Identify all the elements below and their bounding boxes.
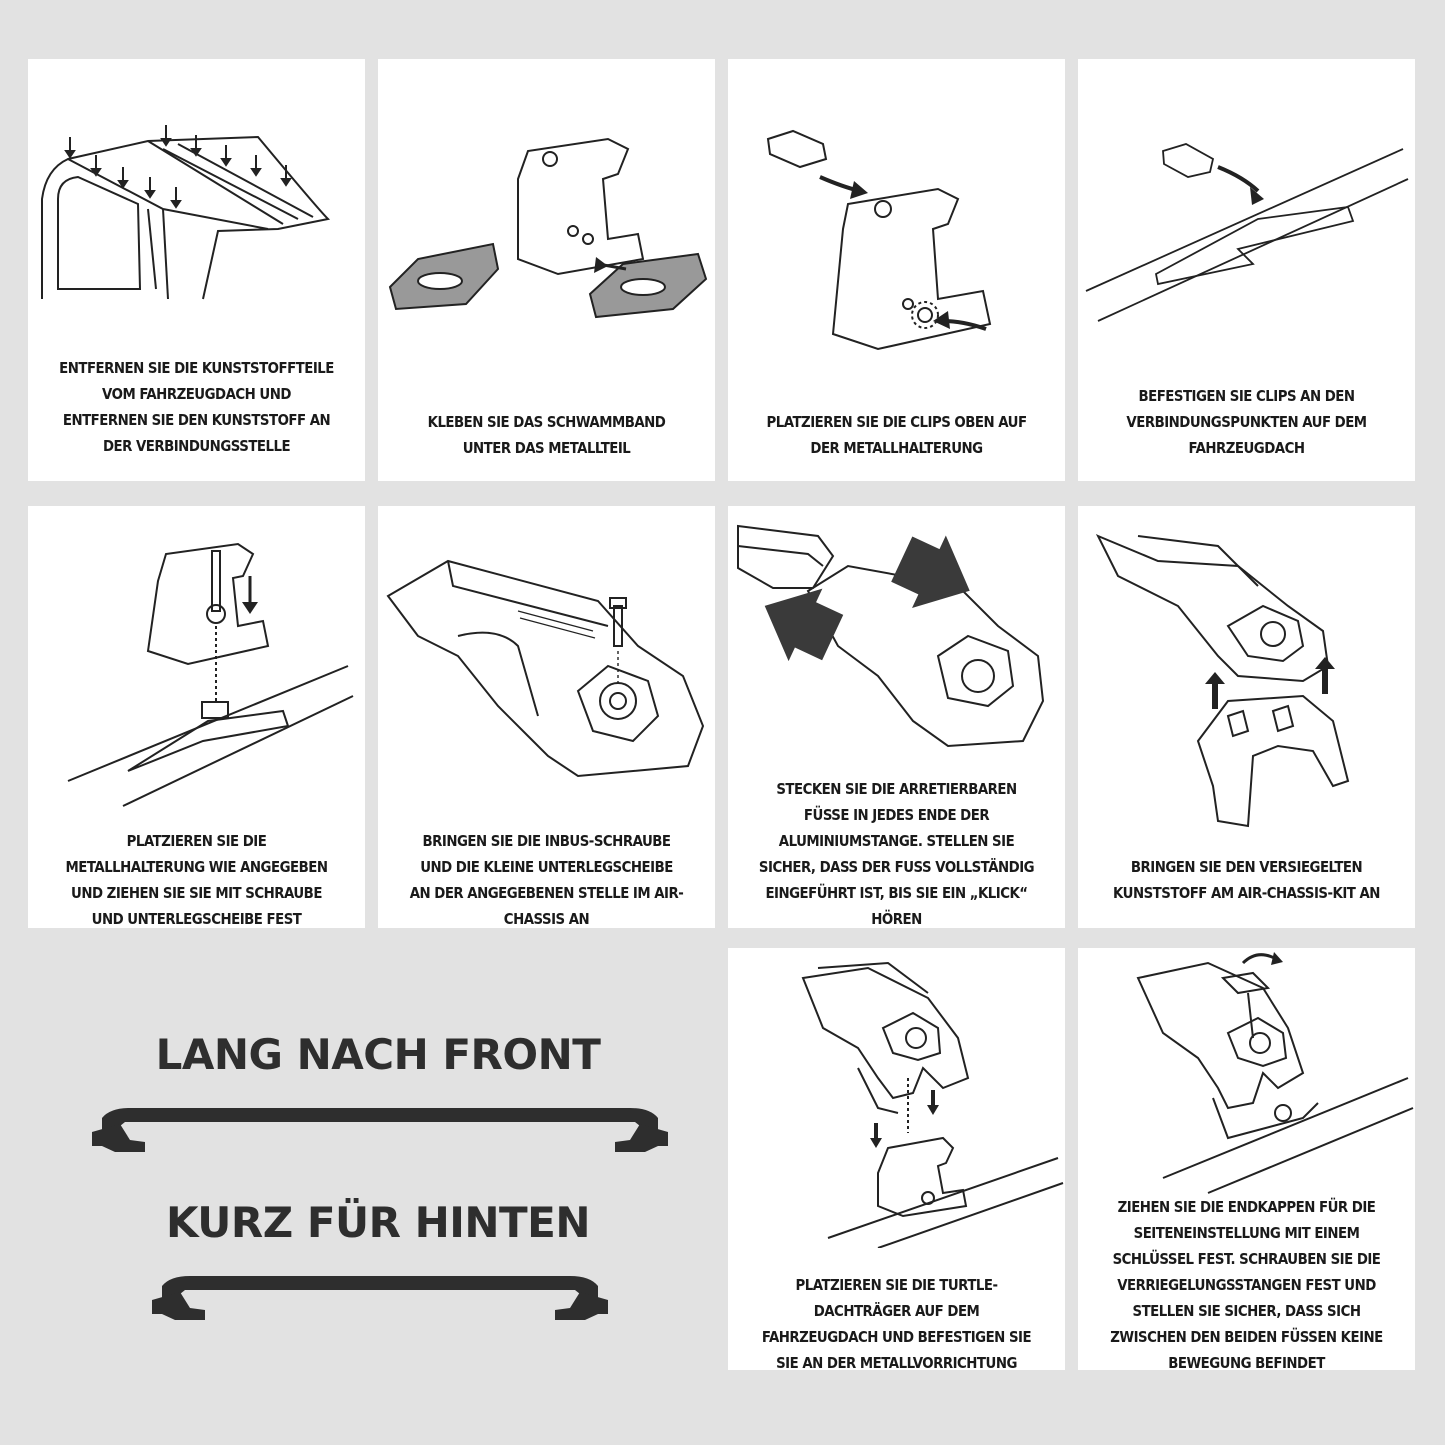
turtle-rack-mount-illustration	[728, 948, 1065, 1248]
long-bar-icon	[90, 1100, 670, 1160]
clip-roof-rail-illustration	[1078, 59, 1415, 359]
step-10-panel	[1078, 948, 1415, 1370]
air-chassis-screw-illustration	[378, 506, 715, 816]
sealed-plastic-illustration	[1078, 506, 1415, 836]
car-roof-illustration	[28, 59, 365, 359]
step-10-caption: ZIEHEN SIE DIE ENDKAPPEN FÜR DIE SEITENEINSTELLUNG MIT EINEM SCHLÜSSEL FEST. SCHRAUBEN SIE DIE VERRIEGELUNGSSTANGEN FEST UND STELLEN SIE SICHER, DASS SICH ZWISCHEN DEN BEIDEN FÜSSEN KEINE BEWEGUNG BEFINDET	[1110, 1198, 1383, 1370]
step-4-panel	[1078, 59, 1415, 481]
step-3-panel	[728, 59, 1065, 481]
sponge-tape-illustration	[378, 59, 715, 359]
step-9-panel	[728, 948, 1065, 1370]
step-9-caption: PLATZIEREN SIE DIE TURTLE-DACHTRÄGER AUF DEM FAHRZEUGDACH UND BEFESTIGEN SIE SIE AN DER METALLVORRICHTUNG	[761, 1276, 1032, 1370]
step-7-caption: STECKEN SIE DIE ARRETIERBAREN FÜSSE IN JEDES ENDE DER ALUMINIUMSTANGE. STELLEN SIE SICHER, DASS DER FUSS VOLLSTÄNDIG EINGEFÜHRT IST, BIS SIE EIN „KLICK“ HÖREN	[758, 780, 1035, 928]
step-5-panel	[28, 506, 365, 928]
long-bar-label: LANG NACH FRONT	[155, 1030, 601, 1079]
step-3-caption: PLATZIEREN SIE DIE CLIPS OBEN AUF DER METALLHALTERUNG	[766, 413, 1027, 457]
step-1-caption: ENTFERNEN SIE DIE KUNSTSTOFFTEILE VOM FAHRZEUGDACH UND ENTFERNEN SIE DEN KUNSTSTOFF AN DER VERBINDUNGSSTELLE	[59, 359, 334, 455]
clip-bracket-illustration	[728, 59, 1065, 379]
bracket-screw-illustration	[28, 506, 365, 816]
step-2-panel	[378, 59, 715, 481]
short-bar-icon	[150, 1268, 610, 1328]
step-5-caption: PLATZIEREN SIE DIE METALLHALTERUNG WIE ANGEGEBEN UND ZIEHEN SIE SIE MIT SCHRAUBE UND UNTERLEGSCHEIBE FEST	[65, 832, 328, 928]
foot-insert-illustration	[728, 506, 1065, 766]
step-8-panel	[1078, 506, 1415, 928]
short-bar-label: KURZ FÜR HINTEN	[165, 1198, 590, 1247]
step-7-panel	[728, 506, 1065, 928]
step-1-panel	[28, 59, 365, 481]
step-6-panel	[378, 506, 715, 928]
step-8-caption: BRINGEN SIE DEN VERSIEGELTEN KUNSTSTOFF AM AIR-CHASSIS-KIT AN	[1113, 858, 1380, 902]
step-6-caption: BRINGEN SIE DIE INBUS-SCHRAUBE UND DIE KLEINE UNTERLEGSCHEIBE AN DER ANGEGEBENEN STELLE IM AIR-CHASSIS AN	[409, 832, 684, 928]
step-2-caption: KLEBEN SIE DAS SCHWAMMBAND UNTER DAS METALLTEIL	[427, 413, 666, 457]
step-4-caption: BEFESTIGEN SIE CLIPS AN DEN VERBINDUNGSPUNKTEN AUF DEM FAHRZEUGDACH	[1126, 387, 1367, 457]
end-cap-key-illustration	[1078, 948, 1415, 1198]
